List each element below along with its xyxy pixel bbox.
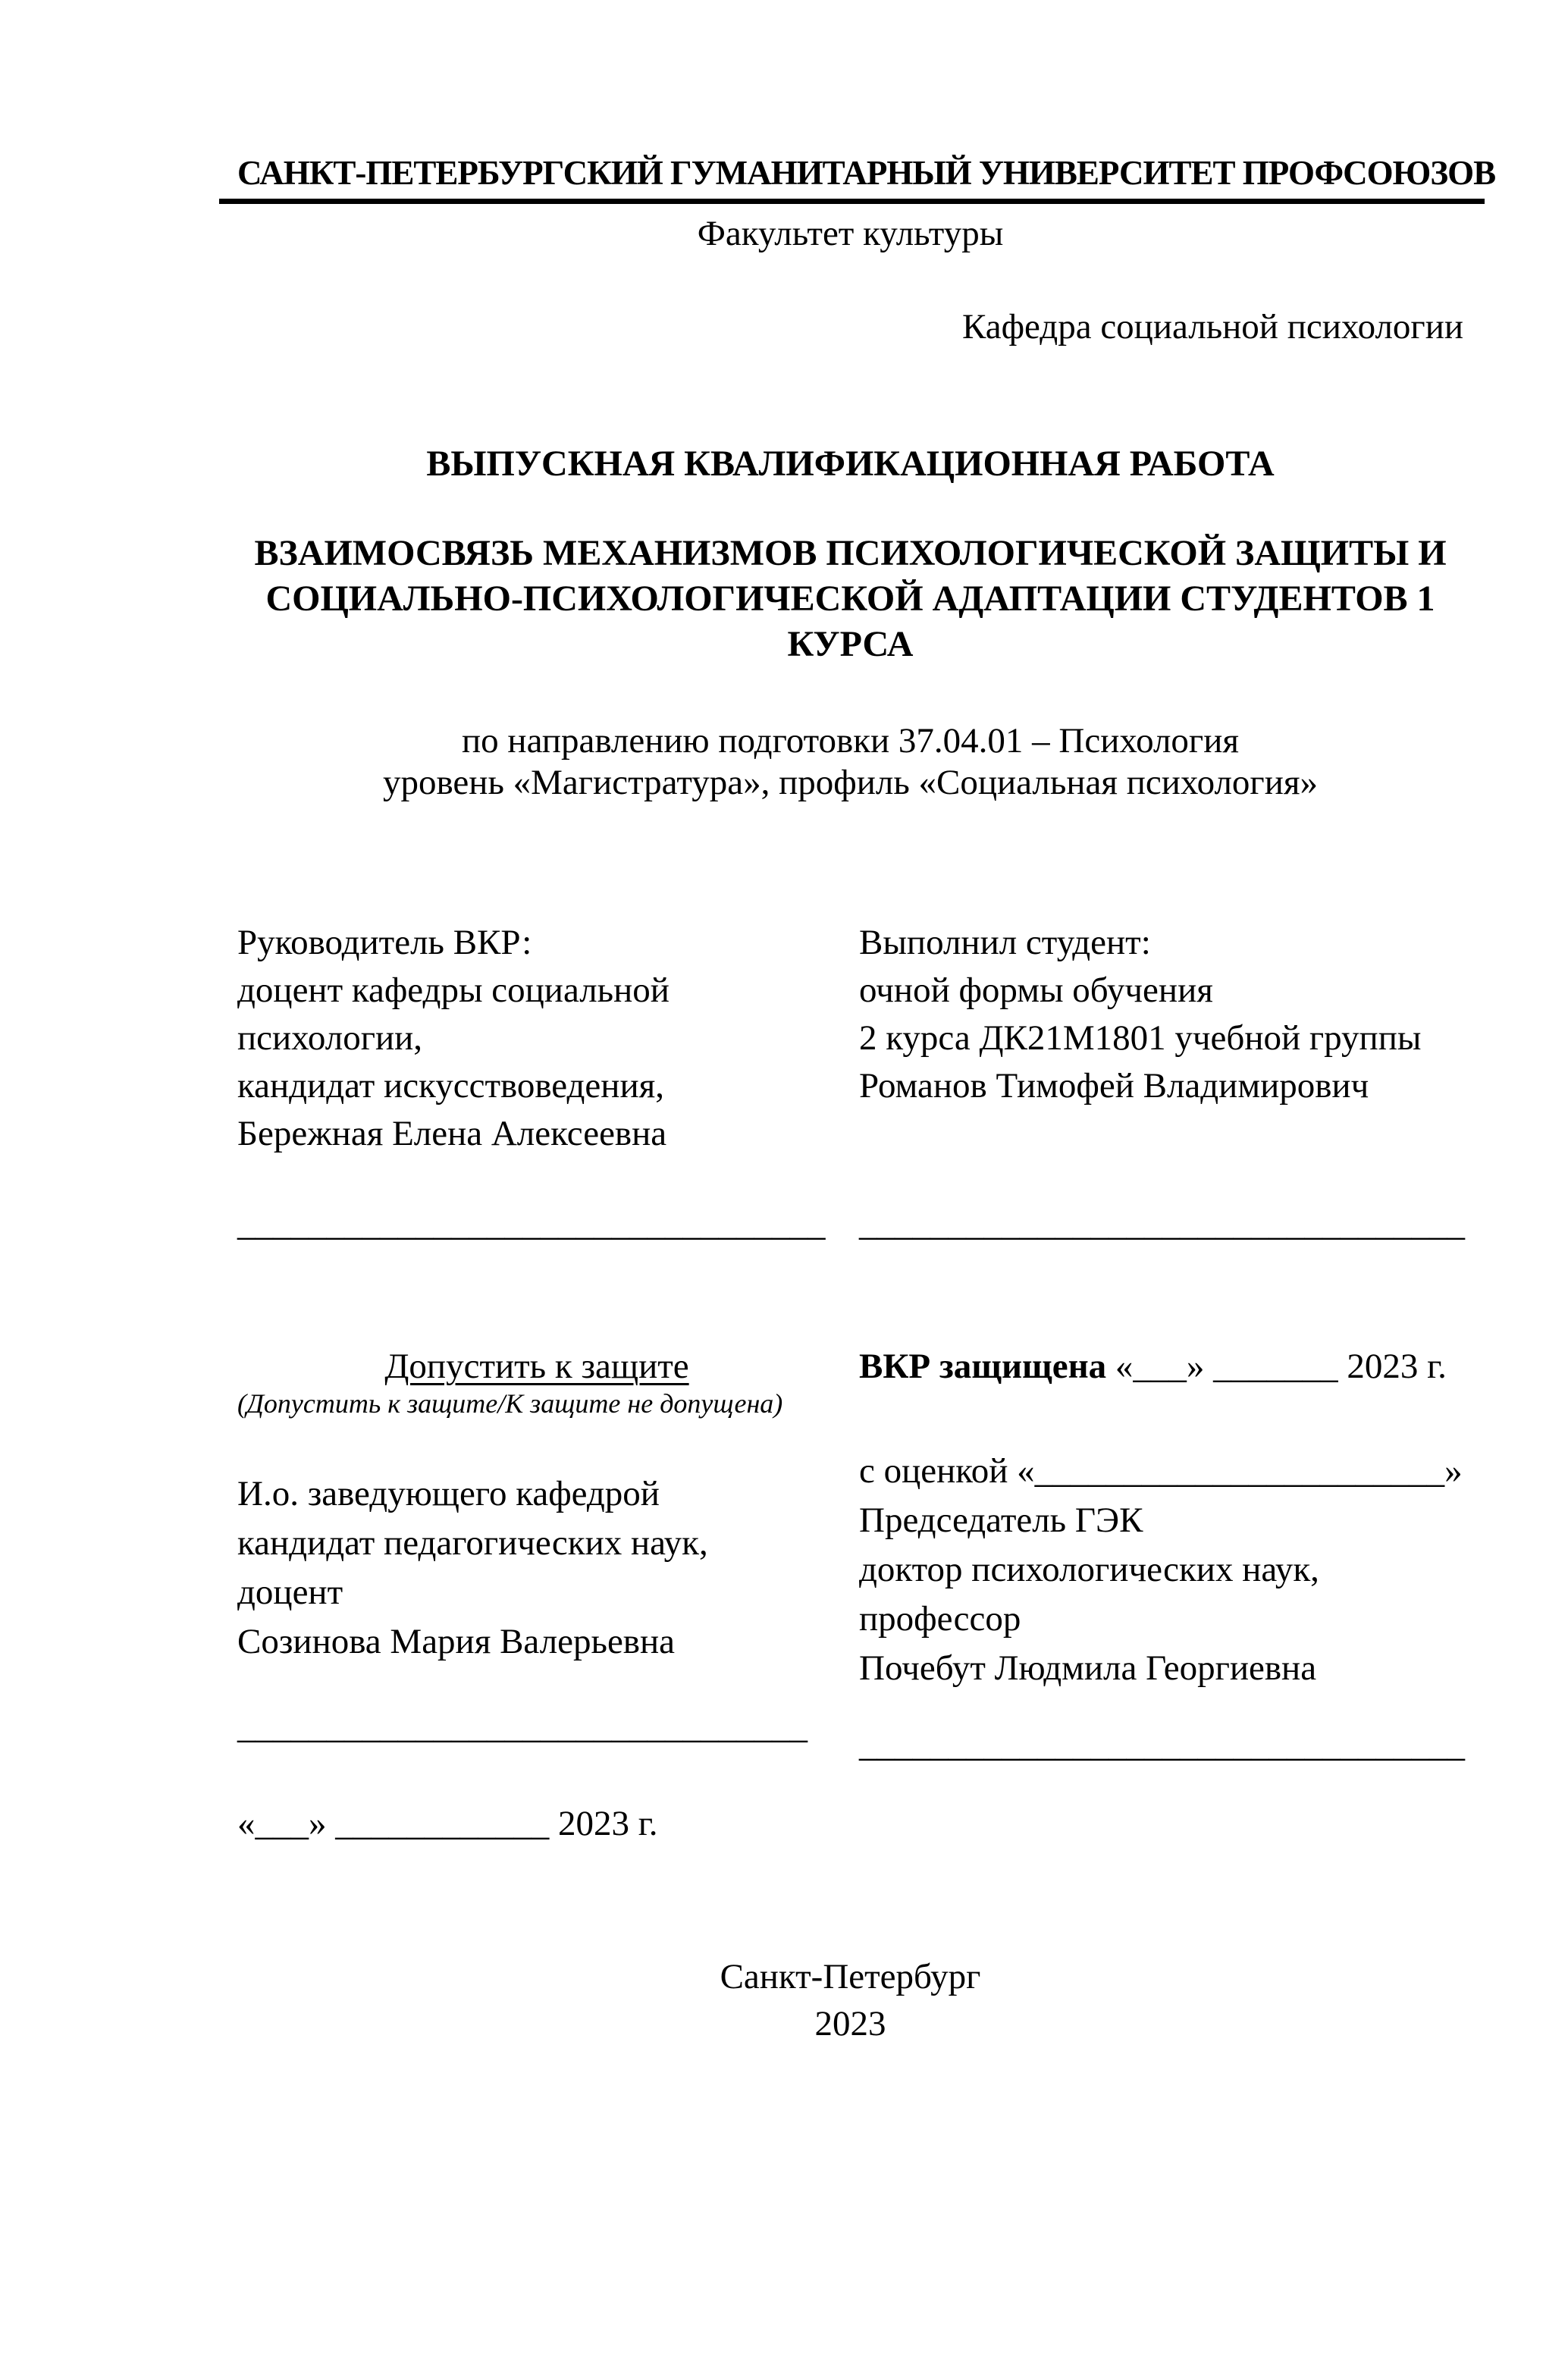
chair-name: Почебут Людмила Георгиевна (859, 1648, 1317, 1688)
thesis-title-page (0, 154, 1568, 2371)
city-name: Санкт-Петербург (720, 1957, 981, 1996)
supervisor-label: Руководитель ВКР: (237, 923, 532, 962)
thesis-title (237, 531, 1463, 667)
chair-signature-line: __________________________________ (859, 1725, 1465, 1764)
supervisor-degree-line: кандидат искусствоведения, (237, 1066, 664, 1106)
grade-line: с оценкой «_______________________» (859, 1451, 1463, 1491)
defense-date-blank: «___» _______ 2023 г. (1106, 1347, 1447, 1386)
footer-block (237, 1953, 1463, 2047)
program-direction: по направлению подготовки 37.04.01 – Психология (462, 721, 1239, 761)
head-position-line: И.о. заведующего кафедрой (237, 1474, 660, 1513)
admit-heading: Допустить к защите (384, 1347, 689, 1386)
work-type-heading: ВЫПУСКНАЯ КВАЛИФИКАЦИОННАЯ РАБОТА (426, 444, 1275, 484)
year: 2023 (814, 2004, 886, 2043)
student-signature-line: __________________________________ (859, 1204, 1465, 1244)
head-rank-line: доцент (237, 1573, 343, 1612)
chair-rank-line: профессор (859, 1599, 1021, 1639)
head-signature-line: ________________________________ (237, 1707, 808, 1746)
head-name: Созинова Мария Валерьевна (237, 1622, 676, 1661)
supervisor-signature-line: _________________________________ (237, 1204, 826, 1244)
student-label: Выполнил студент: (859, 923, 1151, 962)
faculty-name: Факультет культуры (697, 214, 1004, 253)
head-degree-line: кандидат педагогических наук, (237, 1523, 708, 1563)
thesis-title-line: КУРСА (787, 624, 914, 664)
signature-row (237, 1206, 1463, 1242)
student-block (859, 919, 1463, 1158)
student-group-line: 2 курса ДК21М1801 учебной группы (859, 1018, 1422, 1058)
supervisor-position-line: доцент кафедры социальной (237, 971, 670, 1010)
chair-degree-line: доктор психологических наук, (859, 1550, 1319, 1589)
defense-block (859, 1347, 1463, 1848)
department-name: Кафедра социальной психологии (962, 307, 1463, 347)
gek-chair-block (859, 1496, 1463, 1693)
supervisor-block (237, 919, 836, 1158)
supervisor-name: Бережная Елена Алексеевна (237, 1114, 667, 1153)
admission-block (237, 1347, 836, 1848)
student-study-form-line: очной формы обучения (859, 971, 1213, 1010)
supervisor-position-line: психологии, (237, 1018, 423, 1058)
department-head-block (237, 1469, 836, 1667)
university-name: САНКТ-ПЕТЕРБУРГСКИЙ ГУМАНИТАРНЫЙ УНИВЕРСИТЕТ ПРОФСОЮЗОВ (237, 154, 1496, 192)
student-name: Романов Тимофей Владимирович (859, 1066, 1369, 1106)
defense-status-line (859, 1347, 1463, 1385)
thesis-title-line: ВЗАИМОСВЯЗЬ МЕХАНИЗМОВ ПСИХОЛОГИЧЕСКОЙ ЗАЩИТЫ И (254, 533, 1447, 573)
people-columns (237, 919, 1463, 1158)
approval-section (237, 1347, 1463, 1848)
program-level: уровень «Магистратура», профиль «Социальная психология» (383, 763, 1318, 802)
program-block (237, 720, 1463, 804)
head-date-line: «___» ____________ 2023 г. (237, 1804, 658, 1843)
header-rule (219, 199, 1485, 204)
chair-position-line: Председатель ГЭК (859, 1501, 1143, 1540)
admit-note: (Допустить к защите/К защите не допущена) (237, 1388, 783, 1419)
thesis-title-line: СОЦИАЛЬНО-ПСИХОЛОГИЧЕСКОЙ АДАПТАЦИИ СТУДЕНТОВ 1 (265, 579, 1435, 619)
defense-label: ВКР защищена (859, 1347, 1107, 1386)
